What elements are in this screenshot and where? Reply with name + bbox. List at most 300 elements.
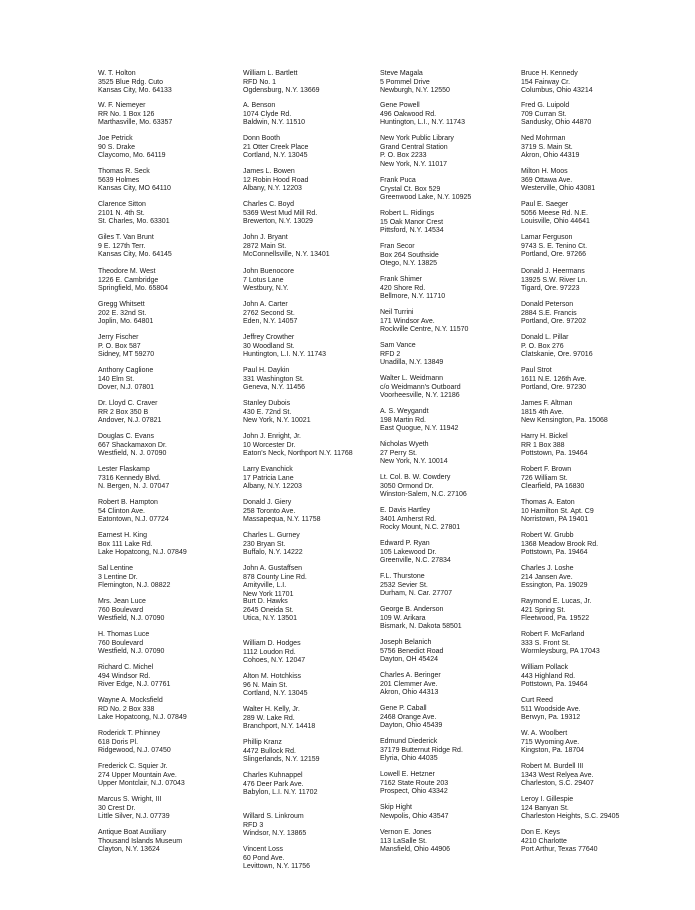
address-entry xyxy=(380,771,448,797)
entry-address-line: Joplin, Mo. 64801 xyxy=(98,318,154,326)
entry-name: A. S. Weygandt xyxy=(380,408,429,415)
address-entry xyxy=(98,829,182,855)
entry-name: Donald Peterson xyxy=(521,301,574,308)
entry-name: Robert F. Brown xyxy=(521,466,572,473)
entry-name: Paul E. Saeger xyxy=(521,201,569,208)
entry-address-line: Newburgh, N.Y. 12550 xyxy=(380,87,450,95)
entry-name: Donn Booth xyxy=(243,135,280,142)
entry-address-line: 4472 Bullock Rd. xyxy=(243,747,296,755)
entry-address-line: Durham, N. Car. 27707 xyxy=(380,590,452,598)
address-entry xyxy=(380,705,442,731)
entry-name: W. T. Holton xyxy=(98,70,136,77)
entry-name: E. Davis Hartley xyxy=(380,507,431,514)
entry-address-line: 494 Windsor Rd. xyxy=(98,672,151,680)
entry-address-line: Geneva, N.Y. 11456 xyxy=(243,384,306,392)
address-entry xyxy=(243,400,311,426)
entry-name: Don E. Keys xyxy=(521,829,560,836)
entry-name: James F. Altman xyxy=(521,400,573,407)
entry-address-line: 9 E. 127th Terr. xyxy=(98,242,146,250)
entry-address-line: Ridgewood, N.J. 07450 xyxy=(98,747,171,755)
entry-address-line: 171 Windsor Ave. xyxy=(380,317,435,325)
address-entry xyxy=(380,507,460,533)
entry-address-line: 3 Lentine Dr. xyxy=(98,573,138,581)
entry-address-line: Kansas City, Mo. 64133 xyxy=(98,87,172,95)
entry-address-line: Box 264 Southside xyxy=(380,251,439,259)
entry-address-line: Bellmore, N.Y. 11710 xyxy=(380,293,446,301)
address-entry xyxy=(98,466,169,492)
address-entry xyxy=(243,268,294,294)
address-entry xyxy=(243,640,305,666)
entry-address-line: 709 Curran St. xyxy=(521,110,567,118)
entry-address-line: 4210 Charlotte xyxy=(521,837,567,845)
entry-address-line: 96 N. Main St. xyxy=(243,681,288,689)
entry-name: George B. Anderson xyxy=(380,606,444,613)
address-entry xyxy=(243,466,302,492)
entry-address-line: Rocky Mount, N.C. 27801 xyxy=(380,524,461,532)
entry-address-line: Lake Hopatcong, N.J. 07849 xyxy=(98,714,187,722)
entry-name: Charles L. Gurney xyxy=(243,532,300,539)
entry-name: Alton M. Hotchkiss xyxy=(243,673,301,680)
entry-name: Robert W. Grubb xyxy=(521,532,574,539)
entry-address-line: Westfield, N.J. 07090 xyxy=(98,615,165,623)
entry-address-line: Branchport, N.Y. 14418 xyxy=(243,723,316,731)
entry-address-line: Marthasville, Mo. 63357 xyxy=(98,119,173,127)
address-entry xyxy=(243,673,307,699)
entry-address-line: Andover, N.J. 07821 xyxy=(98,417,162,425)
address-entry xyxy=(380,441,448,467)
entry-name: Donald J. Heermans xyxy=(521,268,585,275)
entry-address-line: 113 LaSalle St. xyxy=(380,837,427,845)
entry-name: John J. Enright, Jr. xyxy=(243,433,301,440)
entry-address-line: 7162 State Route 203 xyxy=(380,779,449,787)
entry-name: Roderick T. Phinney xyxy=(98,730,161,737)
entry-name: Willard S. Linkroum xyxy=(243,813,304,820)
entry-name: John Buenocore xyxy=(243,268,294,275)
entry-address-line: Amityville, L.I. xyxy=(243,582,287,590)
entry-address-line: Albany, N.Y. 12203 xyxy=(243,185,302,193)
entry-address-line: Westfield, N. J. 07090 xyxy=(98,450,167,458)
entry-address-line: RD No. 2 Box 338 xyxy=(98,705,155,713)
address-entry xyxy=(380,672,441,698)
entry-address-line: Louisville, Ohio 44641 xyxy=(521,218,590,226)
address-entry xyxy=(98,234,172,260)
entry-address-line: Pottstown, Pa. 19464 xyxy=(521,681,588,689)
entry-address-line: Box 111 Lake Rd. xyxy=(98,540,153,548)
entry-name: Donald L. Pillar xyxy=(521,334,569,341)
entry-address-line: Cortland, N.Y. 13045 xyxy=(243,152,308,160)
address-entry xyxy=(243,565,307,599)
entry-name: Lt. Col. B. W. Cowdery xyxy=(380,474,451,481)
entry-name: John A. Carter xyxy=(243,301,288,308)
entry-name: Mrs. Jean Luce xyxy=(98,598,146,605)
entry-address-line: Kansas City, MO 64110 xyxy=(98,185,171,193)
address-entry xyxy=(98,796,170,822)
entry-address-line: 9743 S. E. Tenino Ct. xyxy=(521,242,588,250)
entry-address-line: 2762 Second St. xyxy=(243,309,295,317)
entry-address-line: 10 Hamilton St. Apt. C9 xyxy=(521,507,594,515)
entry-name: Charles A. Beringer xyxy=(380,672,441,679)
address-entry xyxy=(98,730,171,756)
entry-address-line: P. O. Box 276 xyxy=(521,342,564,350)
entry-address-line: P. O. Box 587 xyxy=(98,342,141,350)
address-entry xyxy=(521,829,598,855)
entry-address-line: Portland, Ore. 97266 xyxy=(521,251,586,259)
entry-address-line: Ogdensburg, N.Y. 13669 xyxy=(243,87,320,95)
entry-address-line: Cohoes, N.Y. 12047 xyxy=(243,657,306,665)
entry-address-line: Dover, N.J. 07801 xyxy=(98,384,155,392)
entry-address-line: Prospect, Ohio 43342 xyxy=(380,788,448,796)
entry-address-line: 3050 Ormond Dr. xyxy=(380,482,434,490)
entry-name: James L. Bowen xyxy=(243,168,295,175)
entry-address-line: Charleston Heights, S.C. 29405 xyxy=(521,813,620,821)
entry-name: Skip Hight xyxy=(380,804,412,811)
entry-name: H. Thomas Luce xyxy=(98,631,150,638)
entry-address-line: New York, N.Y. 11017 xyxy=(380,160,448,168)
entry-address-line: Unadilla, N.Y. 13849 xyxy=(380,359,444,367)
entry-address-line: Greenwood Lake, N.Y. 10925 xyxy=(380,194,472,202)
entry-address-line: Westfield, N.J. 07090 xyxy=(98,648,165,656)
entry-address-line: Otego, N.Y. 13825 xyxy=(380,260,438,268)
entry-address-line: 443 Highland Rd. xyxy=(521,672,576,680)
address-entry xyxy=(521,400,608,426)
entry-name: Paul Strot xyxy=(521,367,552,374)
entry-name: Clarence Sitton xyxy=(98,201,146,208)
entry-address-line: Little Silver, N.J. 07739 xyxy=(98,813,170,821)
entry-name: W. F. Niemeyer xyxy=(98,102,146,109)
entry-name: Charles Kuhnappel xyxy=(243,772,303,779)
address-entry xyxy=(243,772,317,798)
address-entry xyxy=(521,234,587,260)
entry-name: Joseph Belanich xyxy=(380,639,432,646)
entry-address-line: 760 Boulevard xyxy=(98,639,144,647)
entry-address-line: 420 Shore Rd. xyxy=(380,284,426,292)
entry-address-line: Lake Hopatcong, N.J. 07849 xyxy=(98,549,187,557)
entry-name: Lowell E. Hetzner xyxy=(380,771,435,778)
entry-name: Phillip Kranz xyxy=(243,739,282,746)
entry-address-line: RR 1 Box 388 xyxy=(521,441,565,449)
entry-address-line: 7316 Kennedy Blvd. xyxy=(98,474,161,482)
entry-address-line: Akron, Ohio 44313 xyxy=(380,689,439,697)
entry-address-line: 17 Patricia Lane xyxy=(243,474,294,482)
address-entry xyxy=(243,334,326,360)
entry-address-line: 105 Lakewood Dr. xyxy=(380,548,437,556)
address-entry xyxy=(380,309,468,335)
address-entry xyxy=(243,706,315,732)
entry-address-line: Voorheesville, N.Y. 12186 xyxy=(380,392,460,400)
entry-address-line: 511 Woodside Ave. xyxy=(521,705,581,713)
address-entry xyxy=(98,598,164,624)
entry-name: Raymond E. Lucas, Jr. xyxy=(521,598,592,605)
address-entry xyxy=(380,738,463,764)
entry-address-line: 274 Upper Mountain Ave. xyxy=(98,771,177,779)
entry-name: Donald J. Giery xyxy=(243,499,292,506)
entry-address-line: RFD 2 xyxy=(380,350,401,358)
entry-name: William Pollack xyxy=(521,664,569,671)
address-entry xyxy=(98,135,166,161)
entry-address-line: 5639 Holmes xyxy=(98,176,140,184)
entry-name: Jerry Fischer xyxy=(98,334,139,341)
entry-name: Dr. Lloyd C. Craver xyxy=(98,400,158,407)
entry-address-line: Clayton, N.Y. 13624 xyxy=(98,846,160,854)
entry-address-line: Pottstown, Pa. 19464 xyxy=(521,549,588,557)
address-entry xyxy=(380,375,461,401)
entry-address-line: Fleetwood, Pa. 19522 xyxy=(521,615,590,623)
address-entry xyxy=(521,532,598,558)
entry-address-line: 3525 Blue Rdg. Cuto xyxy=(98,78,163,86)
entry-address-line: 10 Worcester Dr. xyxy=(243,441,296,449)
address-entry xyxy=(521,631,600,657)
entry-address-line: Winston-Salem, N.C. 27106 xyxy=(380,491,467,499)
address-entry xyxy=(521,664,588,690)
entry-address-line: RFD No. 1 xyxy=(243,78,277,86)
address-entry xyxy=(243,234,330,260)
entry-address-line: 1368 Meadow Brook Rd. xyxy=(521,540,599,548)
entry-name: Bruce H. Kennedy xyxy=(521,70,578,77)
entry-address-line: Thousand Islands Museum xyxy=(98,837,183,845)
entry-address-line: 333 S. Front St. xyxy=(521,639,571,647)
entry-address-line: 60 Pond Ave. xyxy=(243,854,285,862)
address-entry xyxy=(521,102,591,128)
address-entry xyxy=(521,499,594,525)
entry-address-line: Eden, N.Y. 14057 xyxy=(243,318,298,326)
entry-address-line: Kingston, Pa. 18704 xyxy=(521,747,585,755)
address-entry xyxy=(521,763,594,789)
entry-name: Curt Reed xyxy=(521,697,553,704)
address-entry xyxy=(98,301,153,327)
address-entry xyxy=(380,540,451,566)
entry-name: Burt D. Hawks xyxy=(243,598,288,605)
entry-address-line: Akron, Ohio 44319 xyxy=(521,152,580,160)
entry-address-line: 154 Fairway Cr. xyxy=(521,78,571,86)
entry-address-line: New York 11701 xyxy=(243,590,294,598)
entry-name: Walter H. Kelly, Jr. xyxy=(243,706,300,713)
entry-name: Vernon E. Jones xyxy=(380,829,432,836)
entry-name: John A. Gustaffsen xyxy=(243,565,303,572)
address-entry xyxy=(521,730,584,756)
entry-name: Vincent Loss xyxy=(243,846,283,853)
entry-name: Jeffrey Crowther xyxy=(243,334,295,341)
entry-address-line: Columbus, Ohio 43214 xyxy=(521,87,593,95)
entry-address-line: 421 Spring St. xyxy=(521,606,566,614)
entry-address-line: 37179 Butternut Ridge Rd. xyxy=(380,746,463,754)
entry-name: Ned Mohrman xyxy=(521,135,566,142)
entry-address-line: 1226 E. Cambridge xyxy=(98,276,159,284)
entry-name: New York Public Library xyxy=(380,135,454,142)
entry-address-line: 331 Washington St. xyxy=(243,375,304,383)
address-entry xyxy=(98,664,170,690)
entry-address-line: Newpolis, Ohio 43547 xyxy=(380,812,449,820)
entry-address-line: Upper Montclair, N.J. 07043 xyxy=(98,780,185,788)
entry-address-line: 202 E. 32nd St. xyxy=(98,309,147,317)
address-entry xyxy=(380,102,465,128)
address-entry xyxy=(98,201,170,227)
entry-address-line: 3719 S. Main St. xyxy=(521,143,573,151)
entry-name: Gene Powell xyxy=(380,102,420,109)
entry-name: Thomas R. Seck xyxy=(98,168,150,175)
entry-address-line: Huntington, L.I., N.Y. 11743 xyxy=(380,119,465,127)
entry-address-line: Dayton, Ohio 45439 xyxy=(380,722,443,730)
entry-address-line: RR No. 1 Box 126 xyxy=(98,110,155,118)
entry-name: Walter L. Weidmann xyxy=(380,375,444,382)
address-entry xyxy=(98,102,172,128)
entry-address-line: East Quogue, N.Y. 11942 xyxy=(380,425,459,433)
entry-address-line: Windsor, N.Y. 13865 xyxy=(243,830,307,838)
entry-name: John J. Bryant xyxy=(243,234,288,241)
entry-name: Charles J. Loshe xyxy=(521,565,574,572)
entry-address-line: 5 Pommel Drive xyxy=(380,78,430,86)
entry-address-line: Grand Central Station xyxy=(380,143,448,151)
entry-name: William L. Bartlett xyxy=(243,70,298,77)
entry-address-line: Eaton's Neck, Northport N.Y. 11768 xyxy=(243,450,353,458)
entry-address-line: Greenville, N.C. 27834 xyxy=(380,557,451,565)
entry-address-line: 7 Lotus Lane xyxy=(243,276,284,284)
address-entry xyxy=(98,499,169,525)
address-entry xyxy=(380,639,443,665)
entry-address-line: Cortland, N.Y. 13045 xyxy=(243,690,308,698)
address-entry xyxy=(243,135,308,161)
address-entry xyxy=(521,796,619,822)
address-entry xyxy=(521,433,588,459)
entry-address-line: Flemington, N.J. 08822 xyxy=(98,582,171,590)
entry-address-line: 726 William St. xyxy=(521,474,568,482)
address-entry xyxy=(98,532,187,558)
entry-address-line: Levittown, N.Y. 11756 xyxy=(243,863,311,871)
entry-name: Stanley Dubois xyxy=(243,400,291,407)
address-entry xyxy=(521,168,595,194)
address-entry xyxy=(380,177,471,203)
entry-address-line: Albany, N.Y. 12203 xyxy=(243,483,302,491)
entry-name: William D. Hodges xyxy=(243,640,301,647)
entry-address-line: Westbury, N.Y. xyxy=(243,285,289,293)
address-entry xyxy=(243,846,310,872)
address-entry xyxy=(380,474,467,500)
entry-address-line: Springfield, Mo. 65804 xyxy=(98,285,169,293)
entry-name: Gene P. Caball xyxy=(380,705,427,712)
entry-name: W. A. Woolbert xyxy=(521,730,568,737)
address-entry xyxy=(521,466,584,492)
entry-address-line: Sidney, MT 59270 xyxy=(98,351,155,359)
entry-address-line: 1611 N.E. 126th Ave. xyxy=(521,375,587,383)
address-entry xyxy=(380,276,445,302)
address-entry xyxy=(98,631,164,657)
entry-name: Giles T. Van Brunt xyxy=(98,234,154,241)
entry-name: Douglas C. Evans xyxy=(98,433,155,440)
entry-address-line: 476 Deer Park Ave. xyxy=(243,780,304,788)
entry-address-line: 2645 Oneida St. xyxy=(243,606,294,614)
entry-name: Fred G. Luipold xyxy=(521,102,570,109)
entry-address-line: Tigard, Ore. 97223 xyxy=(521,285,580,293)
entry-address-line: 1815 4th Ave. xyxy=(521,408,564,416)
entry-address-line: New Kensington, Pa. 15068 xyxy=(521,417,608,425)
entry-address-line: 5369 West Mud Mill Rd. xyxy=(243,209,318,217)
entry-address-line: Essington, Pa. 19029 xyxy=(521,582,588,590)
entry-name: Frank Shimer xyxy=(380,276,423,283)
entry-address-line: Bismark, N. Dakota 58501 xyxy=(380,623,462,631)
address-entry xyxy=(243,367,305,393)
entry-address-line: Pottstown, Pa. 19464 xyxy=(521,450,588,458)
entry-address-line: Port Arthur, Texas 77640 xyxy=(521,846,598,854)
address-entry xyxy=(521,301,586,327)
entry-address-line: 3401 Amherst Rd. xyxy=(380,515,437,523)
entry-address-line: 715 Wyoming Ave. xyxy=(521,738,580,746)
address-entry xyxy=(521,70,593,96)
entry-address-line: New York, N.Y. 10021 xyxy=(243,417,311,425)
entry-address-line: Buffalo, N.Y. 14222 xyxy=(243,549,303,557)
entry-address-line: Portland, Ore. 97202 xyxy=(521,318,586,326)
entry-address-line: 289 W. Lake Rd. xyxy=(243,714,295,722)
entry-address-line: Pittsford, N.Y. 14534 xyxy=(380,227,444,235)
entry-address-line: Crystal Ct. Box 529 xyxy=(380,185,441,193)
address-entry xyxy=(243,532,303,558)
entry-address-line: P. O. Box 2233 xyxy=(380,152,427,160)
entry-address-line: 2468 Orange Ave. xyxy=(380,713,437,721)
entry-address-line: 27 Perry St. xyxy=(380,449,417,457)
entry-name: Charles C. Boyd xyxy=(243,201,294,208)
address-entry xyxy=(521,201,590,227)
entry-name: Wayne A. Mocksfield xyxy=(98,697,163,704)
address-entry xyxy=(380,342,443,368)
entry-name: Marcus S. Wright, III xyxy=(98,796,162,803)
entry-name: Leroy I. Gillespie xyxy=(521,796,574,803)
entry-name: Sal Lentine xyxy=(98,565,134,572)
address-entry xyxy=(98,763,185,789)
entry-address-line: 109 W. Arikara xyxy=(380,614,426,622)
entry-address-line: Eatontown, N.J. 07724 xyxy=(98,516,169,524)
address-entry xyxy=(380,135,454,169)
entry-address-line: 12 Robin Hood Road xyxy=(243,176,309,184)
entry-address-line: 201 Clemmer Ave. xyxy=(380,680,438,688)
address-entry xyxy=(243,168,308,194)
entry-address-line: 496 Oakwood Rd. xyxy=(380,110,437,118)
entry-address-line: 2532 Sevier St. xyxy=(380,581,428,589)
entry-name: Frank Puca xyxy=(380,177,416,184)
entry-address-line: Westerville, Ohio 43081 xyxy=(521,185,596,193)
entry-address-line: 1343 West Relyea Ave. xyxy=(521,771,594,779)
entry-address-line: 124 Banyan St. xyxy=(521,804,569,812)
address-entry xyxy=(243,813,306,839)
entry-address-line: 2872 Main St. xyxy=(243,242,287,250)
entry-name: Richard C. Michel xyxy=(98,664,154,671)
address-entry xyxy=(521,334,593,360)
address-entry xyxy=(98,433,167,459)
entry-name: Lamar Ferguson xyxy=(521,234,573,241)
address-entry xyxy=(380,573,452,599)
entry-address-line: 430 E. 72nd St. xyxy=(243,408,292,416)
entry-address-line: 54 Clinton Ave. xyxy=(98,507,145,515)
entry-address-line: 13925 S.W. River Ln. xyxy=(521,276,588,284)
entry-address-line: 258 Toronto Ave. xyxy=(243,507,296,515)
entry-address-line: RFD 3 xyxy=(243,821,264,829)
entry-name: Nicholas Wyeth xyxy=(380,441,429,448)
entry-address-line: Clatskanie, Ore. 97016 xyxy=(521,351,593,359)
entry-address-line: 90 S. Drake xyxy=(98,143,135,151)
entry-address-line: 667 Shackamaxon Dr. xyxy=(98,441,167,449)
address-entry xyxy=(380,210,444,236)
entry-address-line: 618 Doris Pl. xyxy=(98,738,139,746)
entry-address-line: 15 Oak Manor Crest xyxy=(380,218,444,226)
address-entry xyxy=(243,70,320,96)
entry-address-line: RR 2 Box 350 B xyxy=(98,408,149,416)
entry-address-line: 214 Jansen Ave. xyxy=(521,573,573,581)
address-entry xyxy=(380,606,462,632)
entry-name: Frederick C. Squier Jr. xyxy=(98,763,168,770)
address-entry xyxy=(243,301,297,327)
entry-name: Antique Boat Auxiliary xyxy=(98,829,167,836)
entry-address-line: Norristown, PA 19401 xyxy=(521,516,589,524)
address-entry xyxy=(98,697,187,723)
entry-address-line: Portland, Ore. 97230 xyxy=(521,384,586,392)
entry-address-line: 760 Boulevard xyxy=(98,606,144,614)
